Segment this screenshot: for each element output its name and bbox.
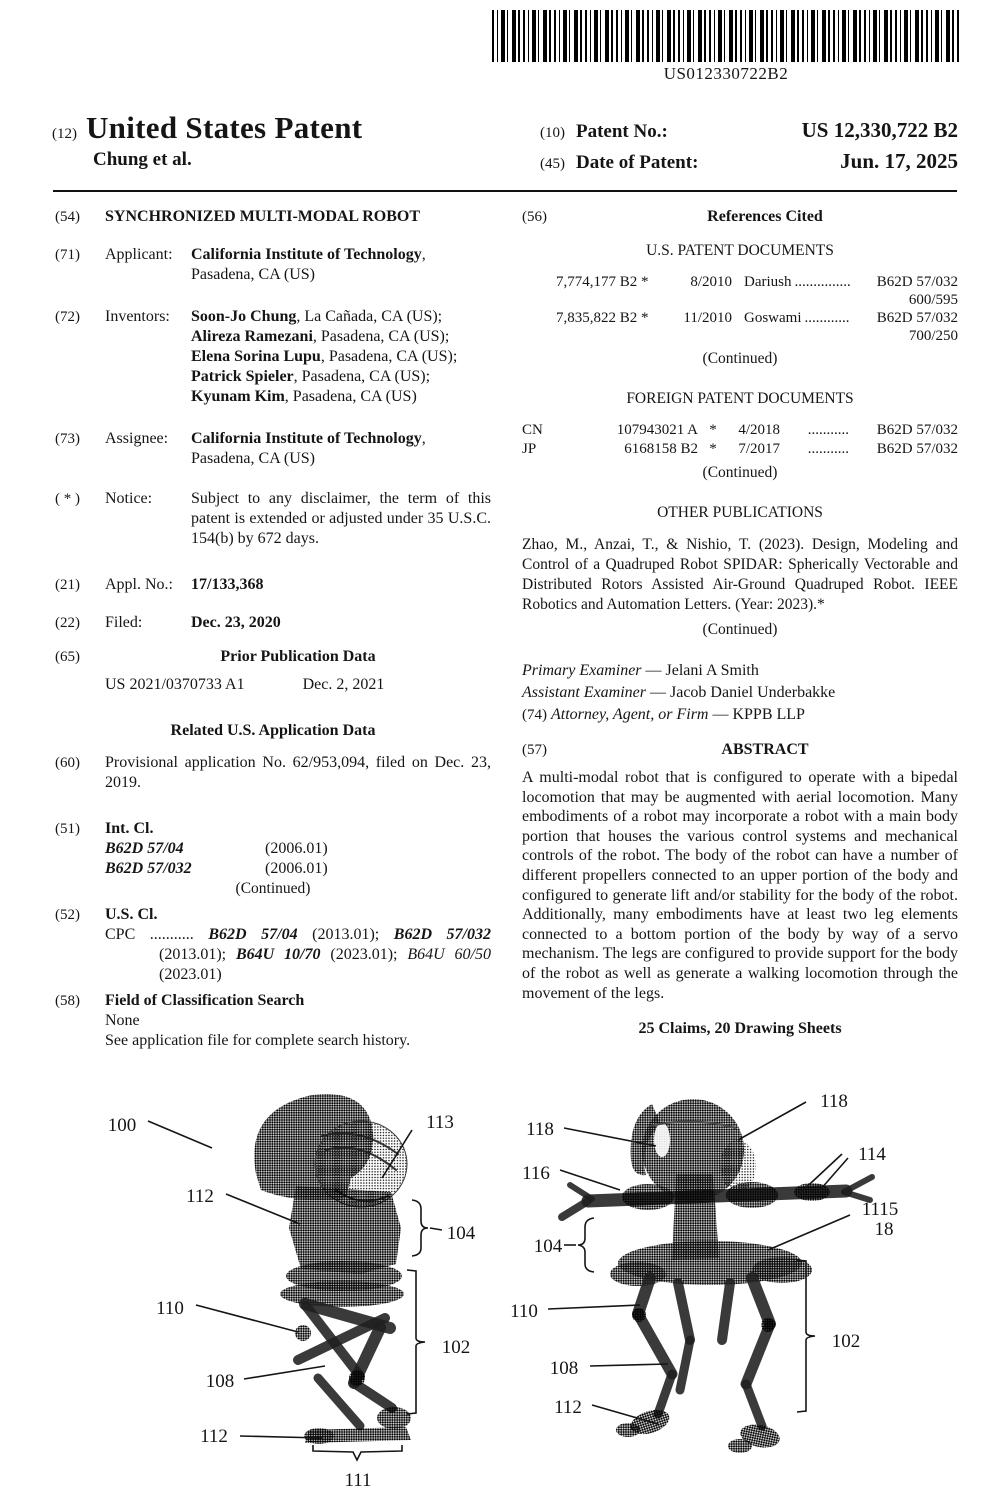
patent-class: B62D 57/032 [876, 310, 958, 326]
section-number: (65) [55, 649, 80, 665]
attorney-line: (74) Attorney, Agent, or Firm — KPPB LLP [522, 706, 805, 723]
publication-number: US 2021/0370733 A1 [105, 676, 245, 693]
section-52-us-cl [55, 905, 491, 985]
related-application-section [55, 721, 491, 793]
foreign-patent-row [522, 421, 958, 440]
inventor-byline: Chung et al. [93, 149, 192, 170]
header-right [540, 118, 958, 180]
related-application-heading: Related U.S. Application Data [170, 722, 376, 739]
field-search-heading: Field of Classification Search [105, 992, 305, 1009]
patent-date: 4/2018 [738, 422, 780, 438]
kind-code-number: (12) [52, 126, 77, 142]
abstract-heading: ABSTRACT [721, 741, 809, 758]
us-patent-row [522, 309, 958, 345]
section-number: (71) [55, 247, 80, 263]
section-number: (21) [55, 577, 80, 593]
abstract-heading-row [522, 740, 958, 760]
country-code: CN [522, 422, 543, 438]
patent-number: 7,774,177 B2 * [556, 274, 649, 290]
section-number: (56) [522, 209, 547, 225]
patent-no-label: Patent No.: [576, 121, 668, 142]
section-65-prior-publication [55, 647, 491, 695]
section-number: (57) [522, 742, 547, 758]
patent-subclass: 700/250 [908, 328, 958, 344]
notice-text: Subject to any disclaimer, the term of this patent is extended or adjusted under 35 U.S.C. 154(b) by 672 days. [191, 490, 491, 547]
foreign-patent-row [522, 440, 958, 459]
fig1-label-111: 111 [344, 1470, 372, 1491]
section-51-int-cl [55, 819, 491, 899]
leader-dots: ............ [804, 310, 850, 326]
patent-no-value: US 12,330,722 B2 [801, 118, 958, 142]
fig1-label-112b: 112 [200, 1426, 228, 1447]
fig1-label-110: 110 [156, 1298, 184, 1319]
section-54-title [55, 207, 491, 227]
section-56-references [522, 207, 958, 227]
fig1-label-104: 104 [446, 1223, 476, 1244]
appl-no-value: 17/133,368 [191, 576, 264, 593]
publication-date: Dec. 2, 2021 [302, 676, 385, 693]
field-search-none: None [105, 1012, 140, 1029]
inventors-value: Soon-Jo Chung, La Cañada, CA (US); Alireza Ramezani, Pasadena, CA (US); Elena Sorina Lupu, Pasadena, CA (US); Patrick Spieler, Pasadena, CA (US); Kyunam Kim, Pasadena, CA (US) [191, 308, 458, 405]
other-publications-heading: OTHER PUBLICATIONS [657, 504, 823, 521]
assistant-examiner-line: Assistant Examiner — Jacob Daniel Underbakke [522, 684, 836, 701]
abstract-text: A multi-modal robot that is configured to operate with a bipedal locomotion that may be augmented with aerial locomotion. Many embodiments of a robot may incorporate a robot with a main body portion that houses the various control systems and mechanical controls of the robot. The body of the robot can have a number of different propellers connected to an upper portion of the body and configured to generate lift and/or stability for the body of the robot. Additionally, many embodiments have at least two leg elements connected to a bottom portion of the body by way of a servo mechanism. The legs are configured to provide support for the body of the robot as well as generate a walking locomotion through the movement of the legs. [522, 769, 958, 1002]
barcode-image [492, 10, 960, 62]
fig1-label-113: 113 [426, 1112, 454, 1133]
us-patent-documents-heading: U.S. PATENT DOCUMENTS [646, 242, 834, 259]
right-column [522, 207, 958, 1039]
section-number: ( * ) [55, 491, 80, 507]
patent-class: B62D 57/032 [876, 422, 958, 438]
cpc-text: CPC ........... B62D 57/04 (2013.01); B62D 57/032 (2013.01); B64U 10/70 (2023.01); B64U 60/50 (2023.01) [105, 926, 492, 983]
provisional-application-text: Provisional application No. 62/953,094, filed on Dec. 23, 2019. [105, 754, 491, 791]
us-patent-row [522, 273, 958, 309]
applicant-value: California Institute of Technology, Pasadena, CA (US) [191, 246, 426, 283]
invention-title: SYNCHRONIZED MULTI-MODAL ROBOT [105, 208, 421, 225]
section-71-applicant [55, 245, 491, 285]
fig2-label-112: 112 [554, 1397, 582, 1418]
patent-class: B62D 57/032 [876, 441, 958, 457]
bracket-102 [797, 1260, 815, 1412]
figure-1 [60, 1078, 500, 1500]
country-code: JP [522, 441, 537, 457]
claims-line: 25 Claims, 20 Drawing Sheets [638, 1020, 842, 1038]
patent-date: 7/2017 [738, 441, 780, 457]
section-number: (54) [55, 209, 80, 225]
fig2-label-118b: 118 [526, 1119, 554, 1140]
robot-front-view-drawing [562, 1099, 872, 1453]
section-number: (72) [55, 309, 80, 325]
fig2-label-108: 108 [549, 1358, 579, 1379]
leader-dots: ........... [807, 441, 849, 457]
fig2-label-1115: 1115 [861, 1199, 899, 1220]
patent-class: B62D 57/032 [876, 274, 958, 290]
int-cl-code: B62D 57/04 [105, 840, 184, 857]
fig2-label-114: 114 [858, 1144, 886, 1165]
section-number: (22) [55, 615, 80, 631]
header-left [52, 110, 482, 171]
int-cl-continued: (Continued) [235, 880, 311, 897]
fig2-label-110: 110 [510, 1301, 538, 1322]
primary-examiner-line: Primary Examiner — Jelani A Smith [522, 662, 759, 679]
brace-111 [313, 1445, 402, 1460]
fig1-label-100: 100 [107, 1115, 137, 1136]
figure-2 [500, 1078, 960, 1500]
patent-number: 107943021 A [616, 422, 698, 438]
patent-subclass: 600/595 [908, 292, 958, 308]
fig2-label-116: 116 [522, 1163, 550, 1184]
fig2-label-118a: 118 [820, 1091, 848, 1112]
int-cl-heading: Int. Cl. [105, 820, 154, 837]
fig2-label-104: 104 [533, 1236, 563, 1257]
applicant-label: Applicant: [105, 246, 173, 263]
notice-label: Notice: [105, 490, 153, 507]
section-number: (52) [55, 907, 80, 923]
prior-publication-heading: Prior Publication Data [220, 648, 376, 665]
inventors-label: Inventors: [105, 308, 170, 325]
date-label: Date of Patent: [576, 152, 699, 173]
section-72-inventors [55, 307, 491, 407]
barcode-block [492, 10, 960, 84]
fig1-label-108: 108 [205, 1371, 235, 1392]
int-cl-code: B62D 57/032 [105, 860, 192, 877]
bracket-102 [407, 1270, 425, 1414]
barcode-text: US012330722B2 [663, 64, 789, 83]
section-73-assignee [55, 429, 491, 469]
section-22-filed [55, 613, 491, 633]
patent-date: 11/2010 [683, 310, 732, 326]
us-docs-continued: (Continued) [702, 350, 778, 367]
fig1-label-112a: 112 [186, 1186, 214, 1207]
int-cl-year: (2006.01) [265, 860, 328, 877]
date-field-number: (45) [540, 156, 565, 172]
fig2-label-18: 18 [874, 1219, 894, 1240]
references-cited-heading: References Cited [707, 208, 823, 225]
star-mark: * [709, 441, 717, 457]
filed-value: Dec. 23, 2020 [191, 614, 281, 631]
page-title: United States Patent [86, 110, 363, 145]
patent-no-field-number: (10) [540, 125, 565, 141]
fig1-label-102: 102 [441, 1337, 471, 1358]
patent-inventor: Dariush [744, 274, 792, 290]
left-column [55, 207, 491, 1051]
foreign-docs-continued: (Continued) [702, 464, 778, 481]
assignee-value: California Institute of Technology, Pasadena, CA (US) [191, 430, 426, 467]
section-number: (60) [55, 755, 80, 771]
other-publications-text: Zhao, M., Anzai, T., & Nishio, T. (2023). Design, Modeling and Control of a Quadruped Robot SPIDAR: Spherically Vectorable and Distributed Rotors Assisted Air-Ground Quadruped Robot. IEEE Robotics and Automation Letters. (Year: 2023).* [522, 536, 958, 613]
section-number: (58) [55, 993, 80, 1009]
int-cl-year: (2006.01) [265, 840, 328, 857]
section-58-field-of-search [55, 991, 491, 1051]
patent-number: 6168158 B2 [624, 441, 698, 457]
us-cl-heading: U.S. Cl. [105, 906, 158, 923]
notice-section [55, 489, 491, 549]
section-number: (73) [55, 431, 80, 447]
patent-number: 7,835,822 B2 * [556, 310, 649, 326]
star-mark: * [709, 422, 717, 438]
section-number: (51) [55, 821, 80, 837]
foreign-patent-documents-heading: FOREIGN PATENT DOCUMENTS [626, 390, 854, 407]
brace-104 [578, 1218, 594, 1272]
appl-no-label: Appl. No.: [105, 576, 173, 593]
filed-label: Filed: [105, 614, 143, 631]
field-search-note: See application file for complete search history. [105, 1032, 411, 1049]
fig2-label-102: 102 [831, 1331, 861, 1352]
patent-inventor: Goswami [744, 310, 802, 326]
other-pubs-continued: (Continued) [702, 621, 778, 638]
examiner-block [522, 660, 958, 726]
robot-side-view-drawing [254, 1094, 411, 1444]
patent-date: 8/2010 [690, 274, 732, 290]
leader-dots: ............... [794, 274, 851, 290]
date-value: Jun. 17, 2025 [840, 149, 958, 173]
section-21-appl-no [55, 575, 491, 595]
assignee-label: Assignee: [105, 430, 169, 447]
brace-104 [412, 1200, 428, 1256]
header-divider [53, 190, 957, 192]
leader-dots: ........... [807, 422, 849, 438]
